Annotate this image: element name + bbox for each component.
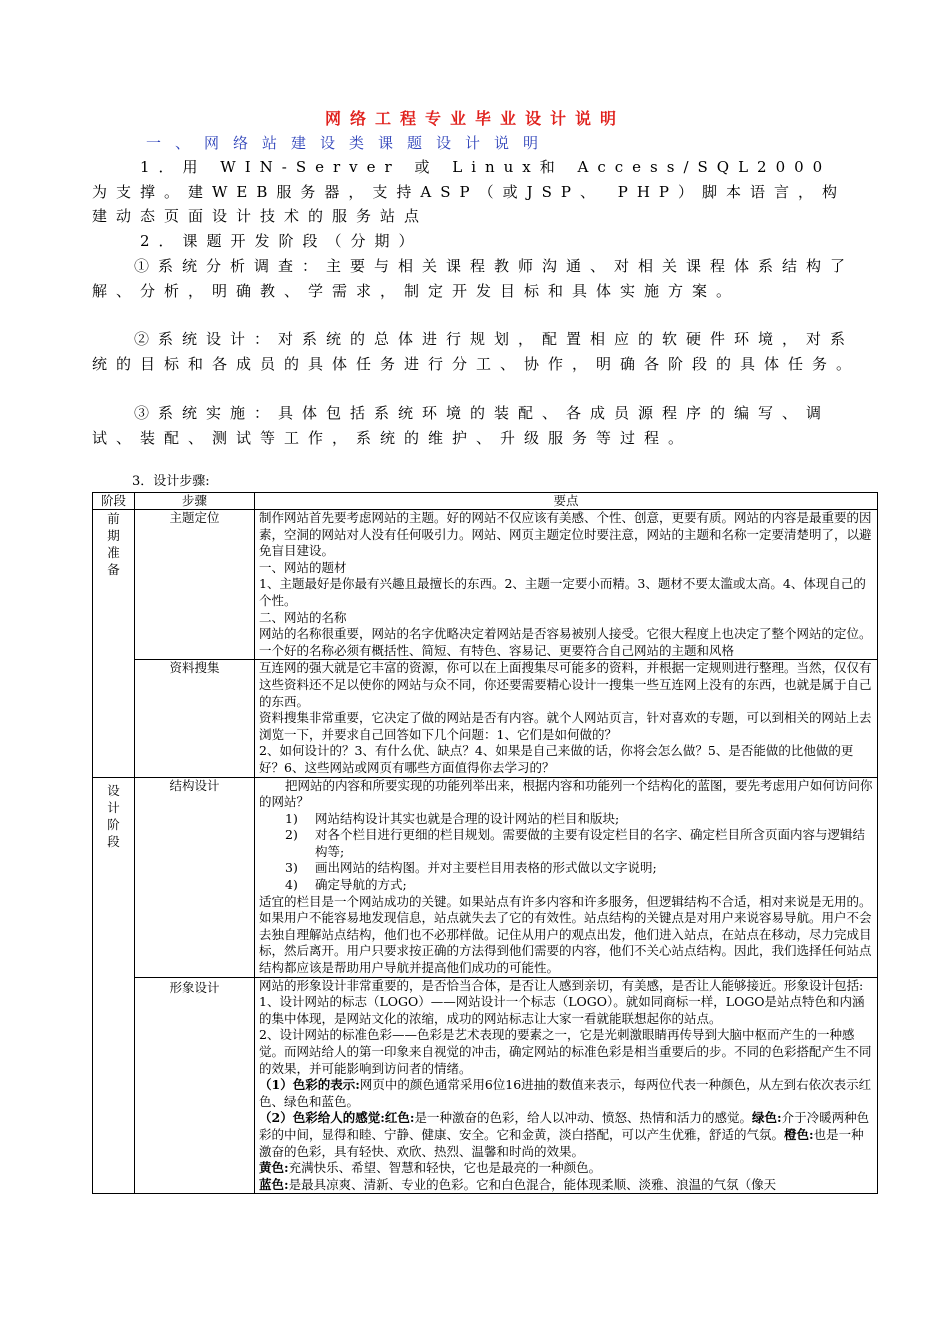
list-text: 画出网站的结构图。并对主要栏目用表格的形式做以文字说明;: [315, 860, 657, 876]
cell-line: [259, 1110, 873, 1160]
list-number: 2): [285, 827, 298, 843]
step-cell: 结构设计: [135, 777, 255, 977]
bold-label: 黄色:: [259, 1160, 289, 1176]
cell-text: 充满快乐、希望、智慧和轻快，它也是最亮的一种颜色。: [288, 1160, 602, 1176]
bold-label: 橙色:: [784, 1126, 814, 1142]
bold-label: 绿色:: [751, 1110, 782, 1126]
cell-line: 网站的名称很重要，网站的名字优略决定着网站是否容易被别人接受。它很大程度上也决定了整个网站的定位。一个好的名称必须有概括性、简短、有特色、容易记、更要符合自己网站的主题和风格: [259, 626, 872, 658]
table-header-row: [93, 493, 878, 510]
table-row: [93, 977, 878, 1194]
cell-line: [259, 1177, 873, 1194]
list-text: 对各个栏目进行更细的栏目规划。需要做的主要有设定栏目的名字、确定栏目所含页面内容与逻辑结构等;: [315, 827, 866, 859]
cell-text: 也是一种激奋的色彩，具有轻快、欢欣、热烈、温馨和时尚的效果。: [259, 1126, 864, 1159]
paragraph-analysis: ①系统分析调查：主要与相关课程教师沟通、对相关课程体系结构了解、分析，明确教、学需求，制定开发目标和具体实施方案。: [92, 257, 855, 300]
list-number: 1): [285, 810, 298, 826]
list-number: 4): [285, 877, 298, 893]
bold-label: （1）色彩的表示:: [259, 1077, 360, 1093]
table-row: [93, 777, 878, 977]
list-item: [285, 860, 873, 877]
list-text: 确定导航的方式;: [315, 877, 407, 893]
bold-label: 蓝色:: [259, 1176, 289, 1192]
cell-line: 网站的形象设计非常重要的，是否恰当合体，是否让人感到亲切，有美感，是否让人能够接近。形象设计包括:: [259, 977, 864, 993]
cell-line: 1、主题最好是你最有兴趣且最擅长的东西。2、主题一定要小而精。3、题材不要太滥或太高。4、体现自己的个性。: [259, 576, 866, 608]
cell-line: 1、设计网站的标志（LOGO）——网站设计一个标志（LOGO）。就如同商标一样，LOGO是站点特色和内涵的集中体现，是网站文化的浓缩，成功的网站标志让大家一看就能联想起你的站点。: [259, 994, 865, 1026]
header-keypoints: 要点: [255, 493, 878, 510]
step-cell: 主题定位: [135, 510, 255, 660]
paragraph-design: ②系统设计：对系统的总体进行规划，配置相应的软硬件环境，对系统的目标和各成员的具体任务进行分工、协作，明确各阶段的具体任务。: [92, 330, 861, 373]
list-number: 3): [285, 860, 298, 876]
paragraph-phases-heading: 2．课题开发阶段（分期）: [140, 232, 423, 250]
cell-line: 资料搜集非常重要，它决定了做的网站是否有内容。就个人网站页言，针对喜欢的专题，可以到相关的网站上去浏览一下，并要求自己回答如下几个问题：1、它们是如何做的？: [259, 710, 872, 742]
list-text: 网站结构设计其实也就是合理的设计网站的栏目和版块;: [315, 810, 620, 826]
list-item: [285, 811, 873, 828]
table-row: [93, 510, 878, 660]
cell-line: 2、如何设计的？3、有什么优、缺点？4、如果是自己来做的话，你将会怎么做？5、是否能做的比他做的更好？6、这些网站或网页有哪些方面值得你去学习的？: [259, 743, 854, 775]
phase-label: 前期准备: [107, 511, 120, 577]
cell-line: 制作网站首先要考虑网站的主题。好的网站不仅应该有美感、个性、创意，更要有质。网站的内容是最重要的因素，空洞的网站对人没有任何吸引力。网站、网页主题定位时要注意，网站的主题和名称一定要清楚明了，以避免盲目建设。: [259, 510, 872, 559]
cell-line: 一、网站的题材: [259, 559, 347, 575]
phase-cell-prep: [93, 510, 135, 778]
cell-text: 网页中的颜色通常采用6位16进抽的数值来表示，每两位代表一种颜色，从左到右依次表示红色、绿色和蓝色。: [259, 1077, 872, 1109]
section-heading: 一、网络站建设类课题设计说明: [146, 134, 553, 152]
cell-line: 适宜的栏目是一个网站成功的关键。如果站点有许多内容和许多服务，但逻辑结构不合适，相对来说是无用的。如果用户不能容易地发现信息，站点就失去了它的有效性。站点结构的关键点是对用户来说容易导航。用户不会去独自理解站点结构，他们也不必那样做。记住从用户的观点出发，他们进入站点，在站点在移动，尽力完成目标，然后离开。用户只要求按正确的方法得到他们需要的内容，他们不关心站点结构。因此，我们选择任何站点结构都应该是帮助用户导航并提高他们成功的可能性。: [259, 893, 872, 976]
keypoints-cell: [255, 977, 878, 1194]
cell-line: [259, 1077, 873, 1110]
cell-text: 介于冷暖两种色彩的中间，显得和睦、宁静、健康、安全。它和金黄，淡白搭配，可以产生优雅，舒适的气氛。: [259, 1110, 870, 1142]
keypoints-cell: [255, 510, 878, 660]
cell-line: 把网站的内容和所要实现的功能列举出来，根据内容和功能列一个结构化的蓝图，要先考虑用户如何访问你的网站？: [259, 777, 873, 810]
phase-cell-design: [93, 777, 135, 1194]
list-item: [285, 877, 873, 894]
keypoints-cell: [255, 777, 878, 977]
cell-line: 2、设计网站的标准色彩——色彩是艺术表现的要素之一，它是光刺激眼睛再传导到大脑中枢而产生的一种感觉。而网站给人的第一印象来自视觉的冲击，确定网站的标准色彩是相当重要后的步。不同的色彩搭配产生不同的效果，并可能影响到访问者的情绪。: [259, 1027, 872, 1076]
header-phase: 阶段: [93, 493, 135, 510]
steps-label: 3．设计步骤:: [132, 474, 210, 489]
cell-line: 二、网站的名称: [259, 609, 347, 625]
cell-line: 互连网的强大就是它丰富的资源，你可以在上面搜集尽可能多的资料，并根据一定规则进行整理。当然，仅仅有这些资料还不足以使你的网站与众不同，你还要需要精心设计一搜集一些互连网上没有的东西，也就是属于自己的东西。: [259, 660, 872, 709]
step-cell: 形象设计: [135, 977, 255, 1194]
list-item: [285, 827, 873, 860]
paragraph-implementation: ③系统实施：具体包括系统环境的装配、各成员源程序的编写、调试、装配、测试等工作，系统的维护、升级服务等过程。: [92, 404, 831, 447]
cell-text: 是最具凉爽、清新、专业的色彩。它和白色混合，能体现柔顺、淡雅、浪温的气氛（像天: [288, 1176, 777, 1192]
design-steps-table: [92, 492, 878, 1194]
bold-label: 红色:: [384, 1110, 415, 1126]
keypoints-cell: [255, 660, 878, 777]
bold-label: （2）色彩给人的感觉:: [259, 1110, 385, 1126]
cell-line: [259, 1160, 873, 1177]
header-step: 步骤: [135, 493, 255, 510]
paragraph-platform: 1．用 WIN-Server 或 Linux和 Access/SQL2000 为支撑。建WEB服务器，支持ASP（或JSP、 PHP）脚本语言，构建动态页面设计技术的服务站点: [92, 158, 847, 225]
table-row: [93, 660, 878, 777]
step-cell: 资料搜集: [135, 660, 255, 777]
document-title: 网络工程专业毕业设计说明: [324, 109, 625, 128]
cell-text: 是一种激奋的色彩，给人以冲动、愤怒、热情和活力的感觉。: [414, 1110, 752, 1126]
phase-label: 设计阶段: [107, 782, 120, 849]
